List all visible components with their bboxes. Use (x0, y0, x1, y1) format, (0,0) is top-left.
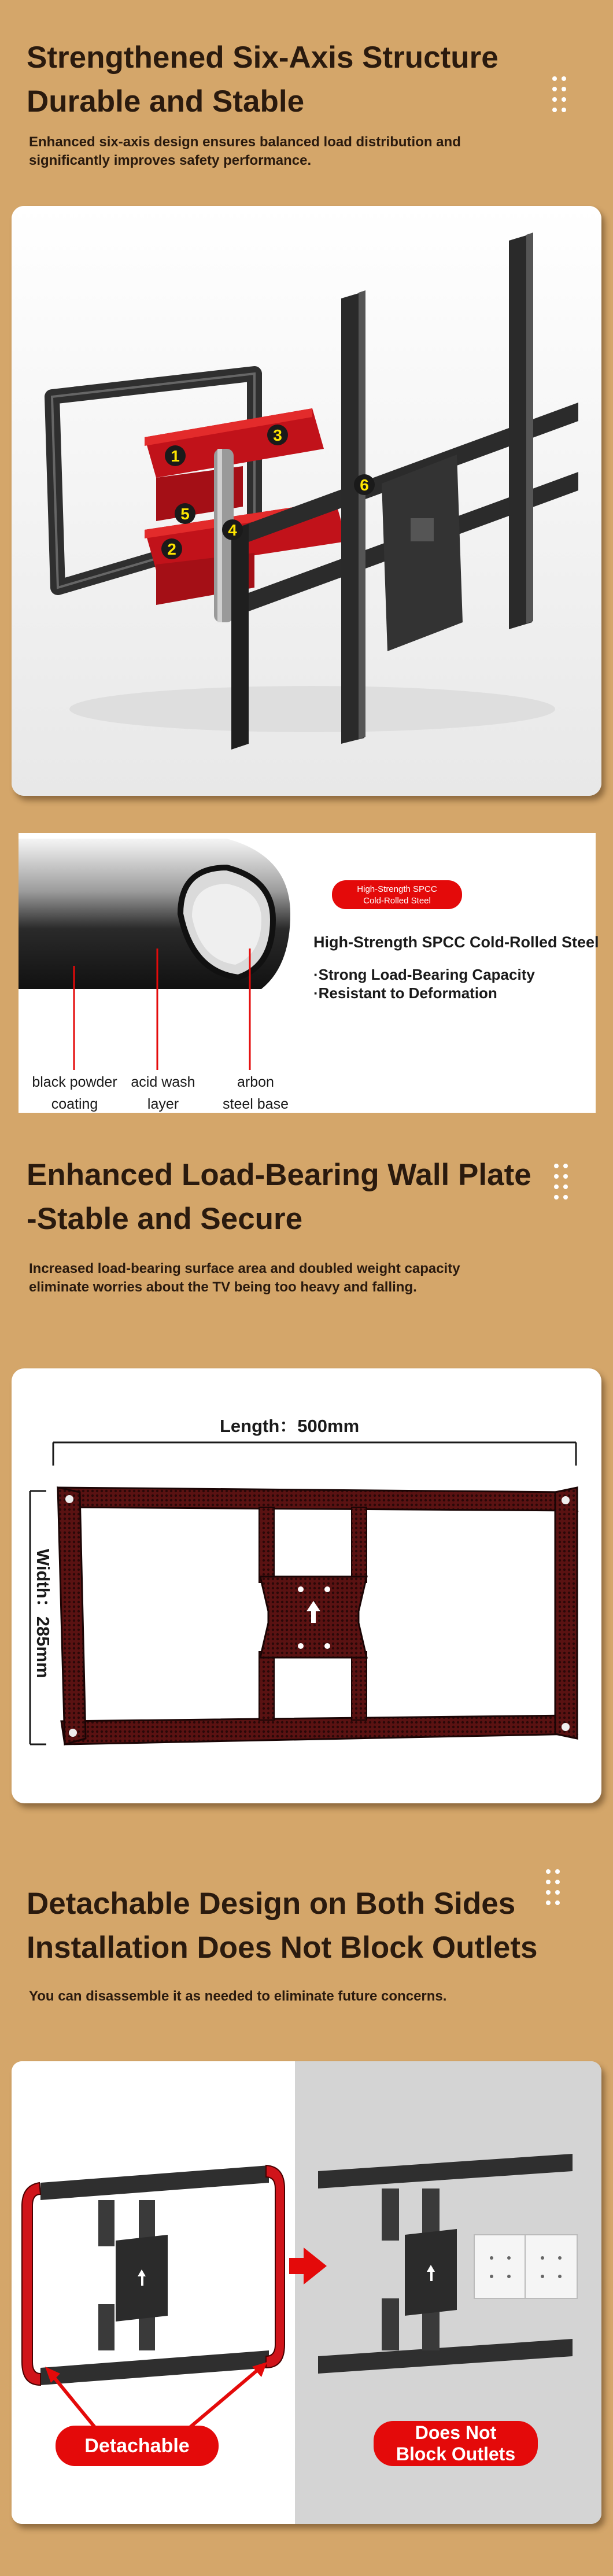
wall-plate-card (12, 1368, 601, 1803)
six-axis-product-card (12, 206, 601, 796)
no-block-outlets-badge: Does Not Block Outlets (374, 2421, 538, 2466)
svg-text:1: 1 (171, 447, 180, 465)
section-wall-plate (0, 1134, 613, 1851)
svg-text:3: 3 (273, 426, 282, 444)
layer-label-base: arbon steel base (223, 1074, 289, 1112)
svg-text:2: 2 (167, 540, 176, 558)
layer-label-coating: black powder coating (32, 1074, 117, 1112)
axis-marker-4 (222, 519, 243, 540)
wall-plate-dimension-drawing (12, 1368, 601, 1803)
svg-text:4: 4 (228, 521, 237, 539)
svg-text:5: 5 (180, 505, 190, 523)
material-heading: High-Strength SPCC Cold-Rolled Steel (313, 933, 599, 951)
section-detachable (0, 1851, 613, 2576)
length-dimension-label: Length：500mm (220, 1416, 360, 1436)
material-bullet-strength: ·Strong Load-Bearing Capacity (313, 966, 535, 983)
axis-marker-1 (165, 445, 186, 466)
wall-plate-frame (58, 1488, 577, 1744)
section1-description: Enhanced six-axis design ensures balanced load distribution and significantly improves safety performance. (29, 134, 461, 168)
material-bullet-deformation: ·Resistant to Deformation (313, 984, 497, 1002)
section4-title: Detachable Design on Both Sides Installation Does Not Block Outlets (27, 1887, 538, 1965)
svg-text:6: 6 (360, 476, 369, 494)
six-axis-mount-illustration (12, 206, 601, 796)
section1-title: Strengthened Six-Axis Structure Durable and Stable (27, 40, 498, 119)
material-panel (19, 833, 599, 1113)
decor-dots-icon (552, 76, 568, 123)
section3-description: Increased load-bearing surface area and doubled weight capacity eliminate worries about the TV being too heavy and falling. (29, 1261, 460, 1295)
axis-marker-6 (354, 474, 375, 495)
wall-outlets-icon (474, 2235, 577, 2298)
decor-dots-icon (546, 1869, 562, 1916)
section3-title: Enhanced Load-Bearing Wall Plate -Stable and Secure (27, 1158, 531, 1236)
axis-marker-5 (175, 503, 195, 524)
detachable-card (12, 2061, 601, 2524)
decor-dots-icon (554, 1164, 570, 1210)
section-six-axis (0, 0, 613, 810)
length-dimension-line (53, 1442, 576, 1466)
bracket-with-side-bars (22, 2165, 285, 2385)
section4-description: You can disassemble it as needed to eliminate future concerns. (29, 1988, 447, 2004)
axis-marker-3 (267, 425, 288, 445)
section-material (0, 810, 613, 1134)
transition-arrow-icon (289, 2247, 327, 2285)
spcc-badge: High-Strength SPCC Cold-Rolled Steel (332, 880, 462, 909)
axis-marker-2 (161, 538, 182, 559)
detachable-badge: Detachable (56, 2426, 219, 2466)
layer-label-acid: acid wash layer (131, 1074, 195, 1112)
width-dimension-label: Width：285mm (33, 1549, 53, 1678)
